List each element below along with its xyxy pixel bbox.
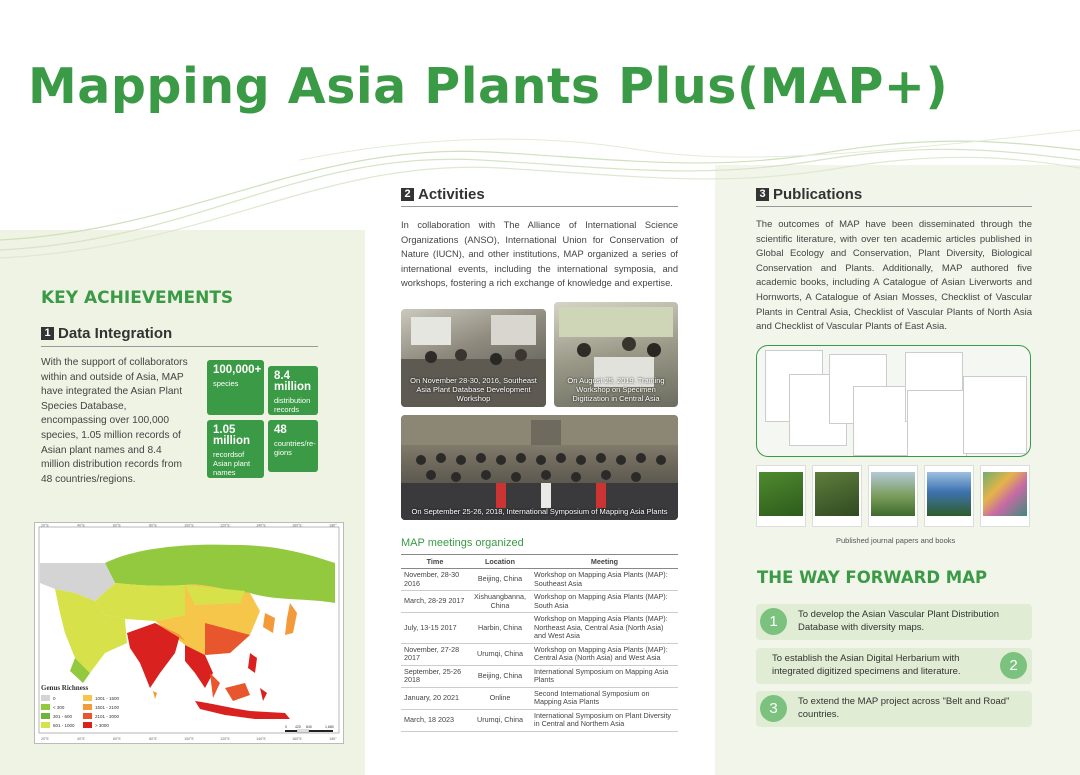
item-text: To establish the Asian Digital Herbarium with integrated digitized specimens and literature. xyxy=(772,653,961,677)
stat-countries xyxy=(268,420,318,472)
cell-location: Beijing, China xyxy=(469,569,531,591)
cell-meeting: Workshop on Mapping Asia Plants (MAP): Southeast Asia xyxy=(531,569,678,591)
cell-time: November, 27-28 2017 xyxy=(401,643,469,665)
journal-papers-collage xyxy=(756,345,1031,457)
longitude-tick-label: 80°E xyxy=(149,737,157,741)
photo-caption: On August 25, 2019, Training Workshop on Specimen Digitization in Central Asia xyxy=(567,376,665,403)
cell-time: September, 25-26 2018 xyxy=(401,665,469,687)
cell-time: July, 13-15 2017 xyxy=(401,613,469,644)
paper-thumbnail xyxy=(907,390,967,457)
stat-plant-names xyxy=(207,420,264,478)
svg-text:0: 0 xyxy=(285,725,287,729)
divider xyxy=(41,346,318,347)
longitude-tick-label: 20°E xyxy=(41,737,49,741)
stat-value: 8.4 million xyxy=(274,370,312,393)
col-header-meeting: Meeting xyxy=(531,555,678,569)
cell-meeting: Workshop on Mapping Asia Plants (MAP): Central Asia (North Asia) and West Asia xyxy=(531,643,678,665)
legend-label: < 300 xyxy=(53,705,65,710)
divider xyxy=(401,206,678,207)
cell-location: Urumqi, China xyxy=(469,709,531,731)
cell-meeting: International Symposium on Plant Diversity in Central and Northern Asia xyxy=(531,709,678,731)
svg-text:1,680: 1,680 xyxy=(325,725,334,729)
publications-text: The outcomes of MAP have been disseminated through the scientific literature, with over ten academic articles published in Global Ecology and Conservation, Plant Diversity, Biological Conservation and Plants. Additionally, MAP authored five academic books, including A Catalogue of Asian Liverworts and Hornworts, A Catalogue of Asian Mosses, Checklist of Vascular Plants in Central Asia, Checklist of Vascular Plants of North Asia and Checklist of Vascular Plants of East Asia. xyxy=(756,219,1032,333)
stat-label: distribution records xyxy=(274,396,311,414)
col-header-location: Location xyxy=(469,555,531,569)
legend-label: 301 - 600 xyxy=(53,714,73,719)
section-number: 2 xyxy=(401,188,414,201)
longitude-tick-label: 60°E xyxy=(113,523,121,528)
table-row xyxy=(401,613,678,644)
cell-time: November, 28-30 2016 xyxy=(401,569,469,591)
longitude-tick-label: 40°E xyxy=(77,523,85,528)
longitude-tick-label: 120°E xyxy=(220,737,230,741)
stat-distribution-records xyxy=(268,366,318,415)
legend-label: 2101 - 3000 xyxy=(95,714,120,719)
cell-meeting: Second International Symposium on Mapping Asia Plants xyxy=(531,687,678,709)
item-text: To develop the Asian Vascular Plant Distribution Database with diversity maps. xyxy=(798,609,1000,633)
legend-swatch xyxy=(41,695,50,701)
paper-thumbnail xyxy=(853,386,913,456)
longitude-tick-label: 140°E xyxy=(256,523,266,528)
cell-meeting: Workshop on Mapping Asia Plants (MAP): Northeast Asia, Central Asia (North Asia) and West Asia xyxy=(531,613,678,644)
stat-value: 48 xyxy=(274,424,287,436)
way-forward-item-2 xyxy=(756,648,1032,684)
longitude-tick-label: 80°E xyxy=(149,523,157,528)
stat-value: 100,000+ xyxy=(213,364,262,376)
activities-heading xyxy=(401,186,485,203)
legend-swatch xyxy=(83,713,92,719)
section-title: Publications xyxy=(773,186,863,203)
table-row xyxy=(401,709,678,731)
legend-swatch xyxy=(41,722,50,728)
divider xyxy=(756,206,1032,207)
way-forward-heading: THE WAY FORWARD MAP xyxy=(757,568,988,587)
cell-location: Harbin, China xyxy=(469,613,531,644)
book-cover xyxy=(756,465,806,527)
way-forward-item-1 xyxy=(756,604,1032,640)
table-row xyxy=(401,665,678,687)
workshop-photo-southeast-asia xyxy=(401,309,546,407)
stat-value: 1.05 million xyxy=(213,424,251,447)
longitude-tick-label: 60°E xyxy=(113,737,121,741)
book-cover xyxy=(924,465,974,527)
stat-species xyxy=(207,360,264,415)
longitude-tick-label: 160°E xyxy=(292,523,302,528)
longitude-tick-label: 20°E xyxy=(41,523,49,528)
table-row xyxy=(401,687,678,709)
table-row xyxy=(401,591,678,613)
section-title: Data Integration xyxy=(58,325,173,342)
legend-swatch xyxy=(83,695,92,701)
table-row xyxy=(401,569,678,591)
cell-time: January, 20 2021 xyxy=(401,687,469,709)
legend-swatch xyxy=(41,704,50,710)
legend-swatch xyxy=(83,704,92,710)
svg-text:420: 420 xyxy=(295,725,301,729)
svg-text:840: 840 xyxy=(306,725,312,729)
section-number: 3 xyxy=(756,188,769,201)
key-achievements-heading: KEY ACHIEVEMENTS xyxy=(41,288,234,308)
section-title: Activities xyxy=(418,186,485,203)
map-legend-title: Genus Richness xyxy=(41,684,89,692)
item-number: 1 xyxy=(760,608,787,635)
legend-label: 0 xyxy=(53,696,56,701)
activities-text: In collaboration with The Alliance of International Science Organizations (ANSO), International Union for Conservation of Nature (IUCN), and other institutions, MAP organized a series of international events, including the international symposia, and workshops, fostering a rich exchange of knowledge and expertise. xyxy=(401,220,678,289)
workshop-photo-central-asia xyxy=(554,302,678,407)
stat-label: species xyxy=(213,379,239,388)
meetings-title: MAP meetings organized xyxy=(401,537,524,549)
col-header-time: Time xyxy=(401,555,469,569)
book-cover xyxy=(980,465,1030,527)
table-row xyxy=(401,643,678,665)
photo-caption: On November 28-30, 2016, Southeast Asia Plant Database Development Workshop xyxy=(410,376,537,403)
legend-label: 1001 - 1500 xyxy=(95,696,120,701)
book-cover xyxy=(812,465,862,527)
data-integration-heading xyxy=(41,325,172,342)
book-cover xyxy=(868,465,918,527)
longitude-tick-label: 180° xyxy=(329,523,337,528)
map-graphic xyxy=(35,523,343,743)
legend-label: 1501 - 2100 xyxy=(95,705,120,710)
stat-label: recordsof Asian plant names xyxy=(213,450,251,477)
poster-title: Mapping Asia Plants Plus(MAP+) xyxy=(28,58,949,115)
cell-time: March, 28-29 2017 xyxy=(401,591,469,613)
longitude-tick-label: 180° xyxy=(329,737,337,741)
longitude-tick-label: 100°E xyxy=(184,737,194,741)
paper-thumbnail xyxy=(963,376,1027,454)
item-number: 2 xyxy=(1000,652,1027,679)
item-number: 3 xyxy=(760,695,787,722)
data-integration-text: With the support of collaborators within and outside of Asia, MAP have integrated the Asian Plant Species Database, encompassing over 100,000 species, 1.05 million records of Asian plant names and 8.4 million distribution records from 48 countries/regions. xyxy=(41,357,188,485)
cell-location: Beijing, China xyxy=(469,665,531,687)
cell-meeting: Workshop on Mapping Asia Plants (MAP): South Asia xyxy=(531,591,678,613)
longitude-tick-label: 140°E xyxy=(256,737,266,741)
legend-swatch xyxy=(41,713,50,719)
meetings-table xyxy=(401,554,678,732)
legend-label: > 3000 xyxy=(95,723,109,728)
longitude-tick-label: 40°E xyxy=(77,737,85,741)
section-number: 1 xyxy=(41,327,54,340)
publications-heading xyxy=(756,186,862,203)
item-text: To extend the MAP project across "Belt and Road" countries. xyxy=(798,696,1010,720)
cell-location: Xishuangbanna, China xyxy=(469,591,531,613)
cell-meeting: International Symposium on Mapping Asia Plants xyxy=(531,665,678,687)
longitude-tick-label: 100°E xyxy=(184,523,194,528)
genus-richness-map xyxy=(34,522,344,744)
longitude-tick-label: 160°E xyxy=(292,737,302,741)
legend-label: 601 - 1000 xyxy=(53,723,75,728)
cell-location: Online xyxy=(469,687,531,709)
photo-caption: On September 25-26, 2018, International Symposium of Mapping Asia Plants xyxy=(411,507,668,516)
way-forward-item-3 xyxy=(756,691,1032,727)
legend-swatch xyxy=(83,722,92,728)
stat-label: countries/re-gions xyxy=(274,439,316,457)
publications-caption: Published journal papers and books xyxy=(836,536,956,545)
table-header-row xyxy=(401,555,678,569)
longitude-tick-label: 120°E xyxy=(220,523,230,528)
symposium-group-photo xyxy=(401,415,678,520)
cell-time: March, 18 2023 xyxy=(401,709,469,731)
cell-location: Urumqi, China xyxy=(469,643,531,665)
